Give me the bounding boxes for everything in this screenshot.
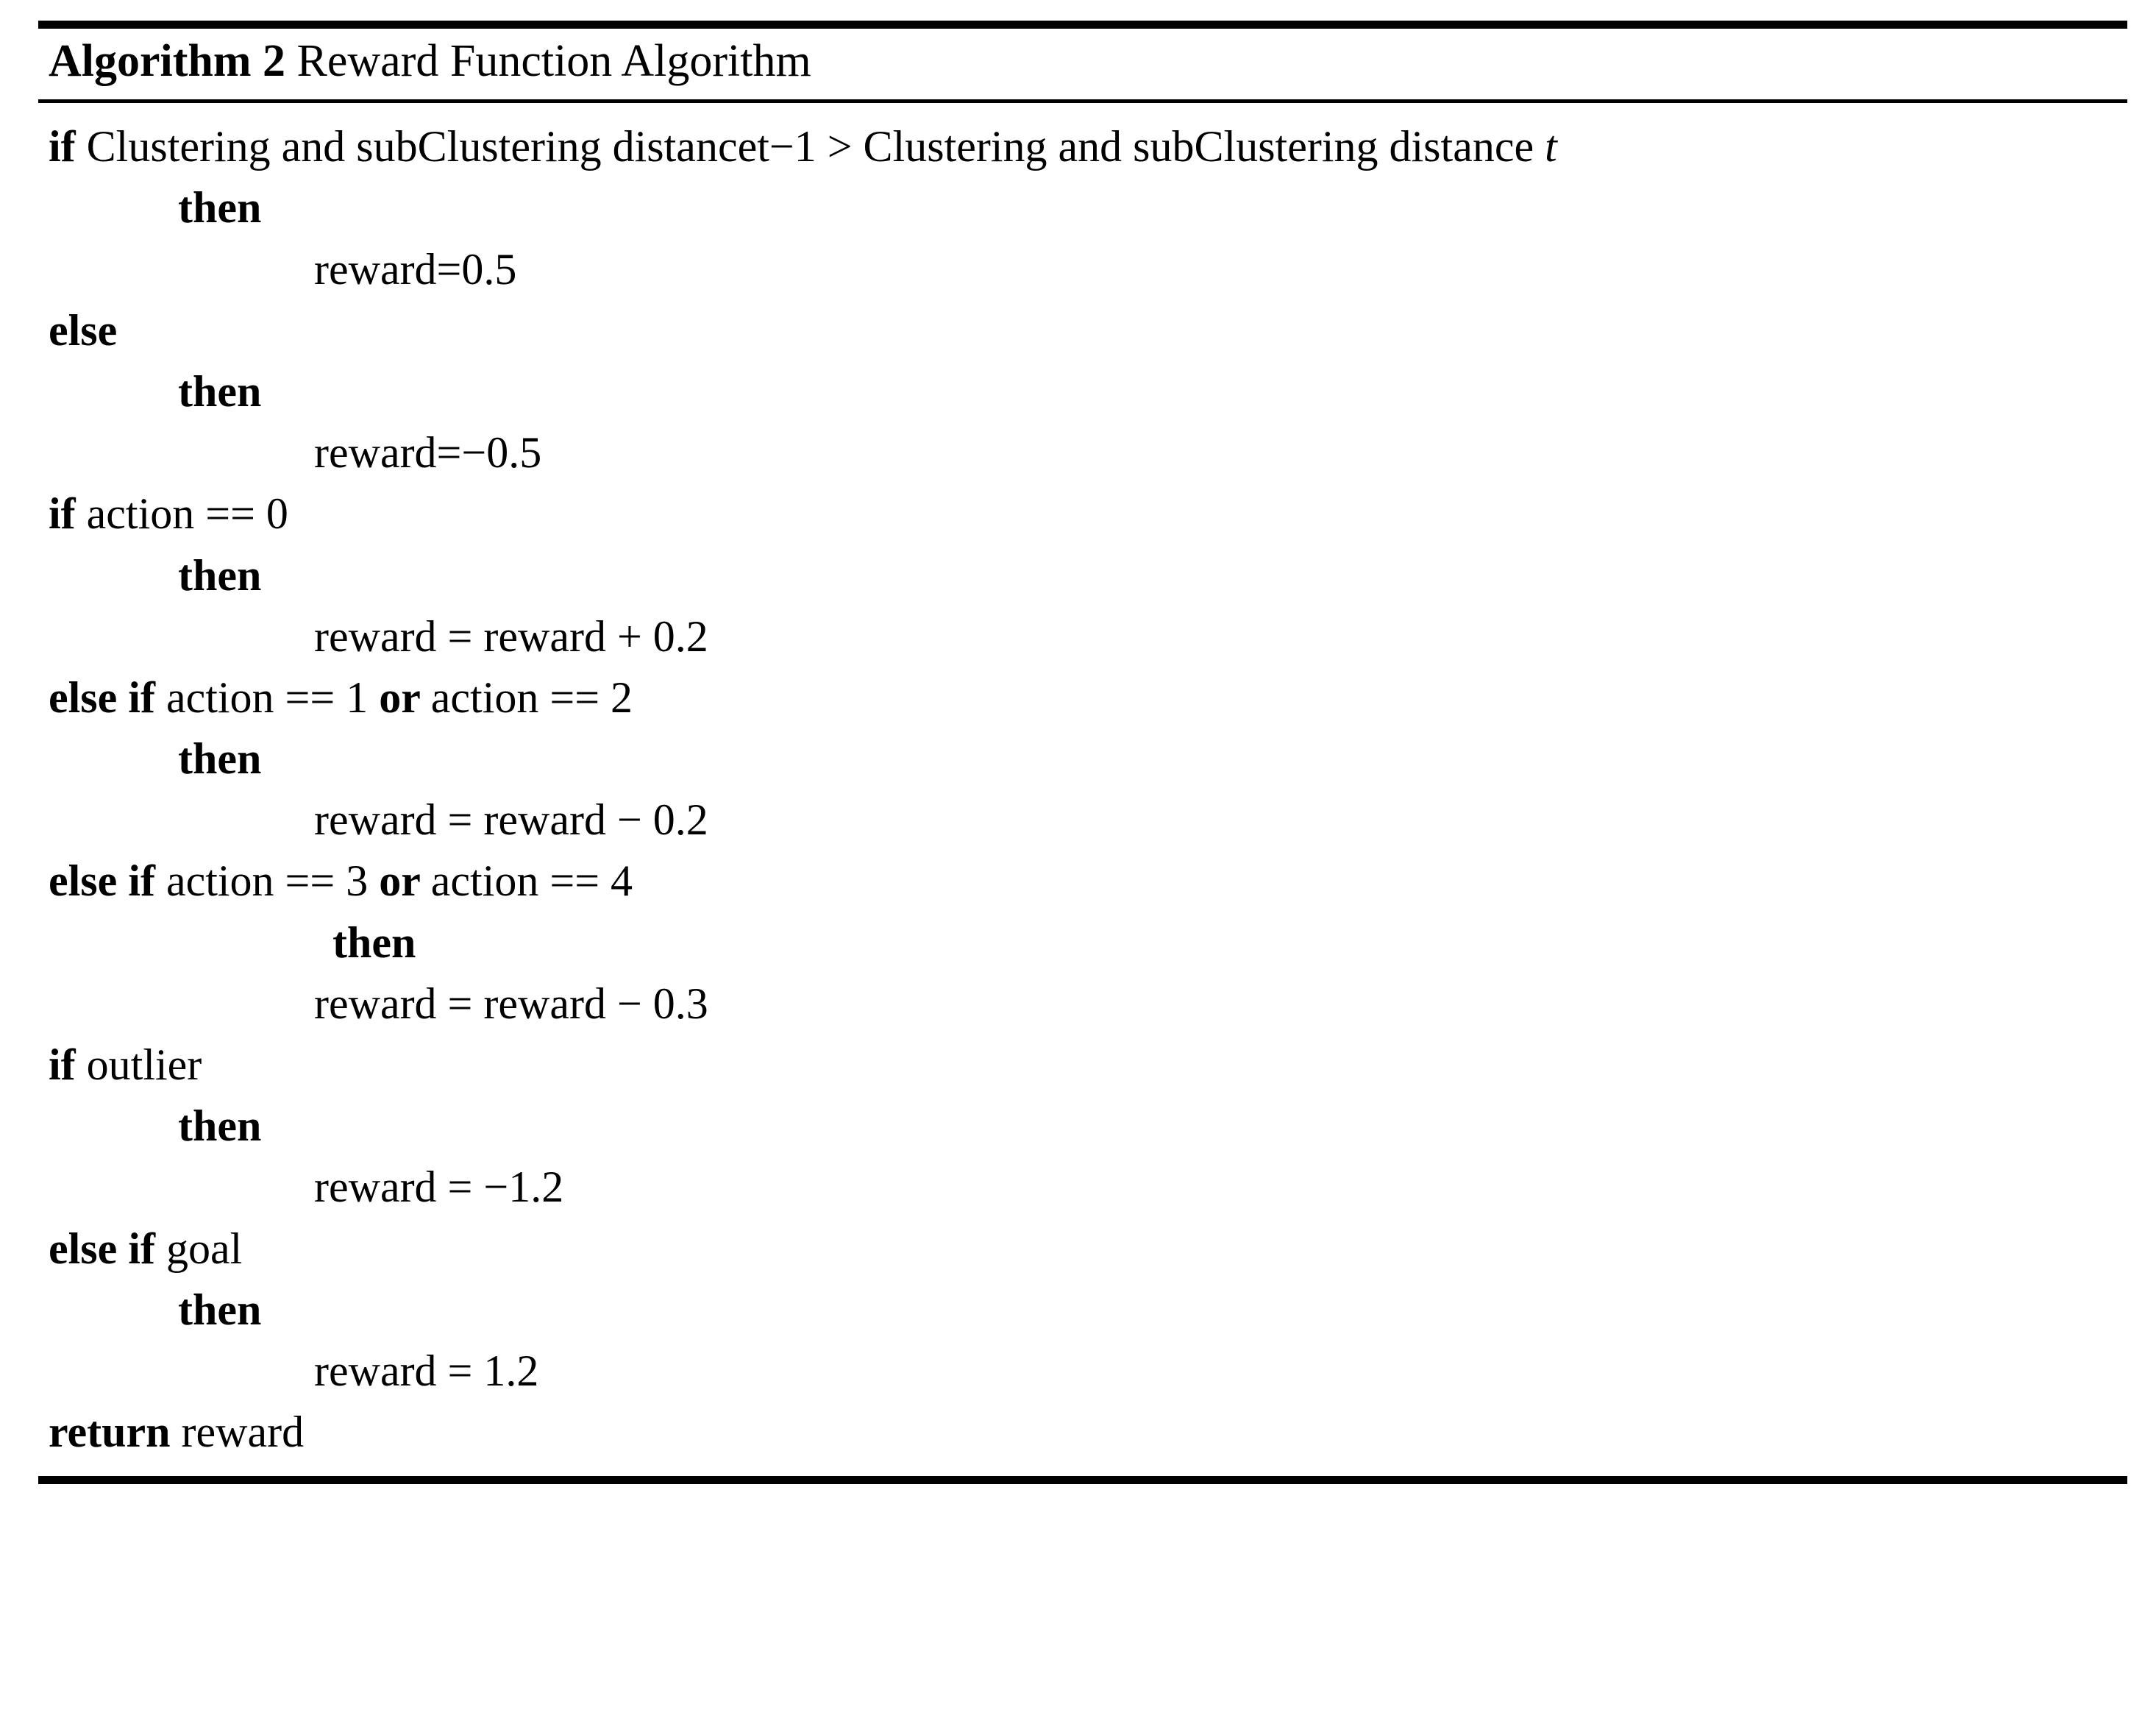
keyword-token: if bbox=[49, 1040, 87, 1089]
algorithm-line bbox=[38, 667, 2127, 728]
code-token: reward = reward − 0.3 bbox=[314, 979, 708, 1028]
code-token: reward=−0.5 bbox=[314, 428, 542, 478]
keyword-token: if bbox=[49, 489, 87, 539]
code-token: reward=0.5 bbox=[314, 244, 517, 294]
code-token: reward = reward − 0.2 bbox=[314, 795, 708, 845]
algorithm-line bbox=[38, 912, 2127, 973]
keyword-token: else if bbox=[49, 673, 166, 722]
code-token: reward = −1.2 bbox=[314, 1163, 564, 1212]
algorithm-line bbox=[38, 1157, 2127, 1218]
algorithm-title bbox=[38, 29, 2127, 96]
algorithm-line bbox=[38, 422, 2127, 483]
algorithm-number: Algorithm 2 bbox=[49, 36, 286, 86]
code-token: reward = 1.2 bbox=[314, 1346, 539, 1395]
code-token: action == 4 bbox=[430, 856, 633, 906]
code-token: action == 1 bbox=[166, 673, 380, 722]
code-token: outlier bbox=[86, 1040, 202, 1089]
algorithm-line bbox=[38, 790, 2127, 851]
top-rule bbox=[38, 21, 2127, 29]
algorithm-line bbox=[38, 1341, 2127, 1402]
algorithm-line bbox=[38, 606, 2127, 667]
code-token: action == 3 bbox=[166, 856, 380, 906]
keyword-token: return bbox=[49, 1408, 182, 1457]
keyword-token: then bbox=[178, 1285, 262, 1334]
code-token: reward bbox=[181, 1408, 305, 1457]
keyword-token: or bbox=[379, 673, 431, 722]
algorithm-line bbox=[38, 1218, 2127, 1280]
keyword-token: else if bbox=[49, 1224, 166, 1273]
algorithm-line bbox=[38, 728, 2127, 790]
algorithm-line bbox=[38, 239, 2127, 300]
keyword-token: or bbox=[379, 856, 431, 906]
algorithm-line bbox=[38, 1096, 2127, 1157]
keyword-token: then bbox=[178, 734, 262, 784]
algorithm-line bbox=[38, 545, 2127, 606]
code-token: reward = reward + 0.2 bbox=[314, 611, 708, 661]
keyword-token: if bbox=[49, 122, 87, 171]
algorithm-line bbox=[38, 851, 2127, 912]
algorithm-line bbox=[38, 300, 2127, 361]
algorithm-line bbox=[38, 1035, 2127, 1096]
algorithm-line bbox=[38, 1280, 2127, 1341]
bottom-rule bbox=[38, 1476, 2127, 1484]
keyword-token: then bbox=[178, 550, 262, 600]
keyword-token: else bbox=[49, 305, 118, 355]
code-token: goal bbox=[166, 1224, 243, 1273]
algorithm-line bbox=[38, 1402, 2127, 1463]
algorithm-line bbox=[38, 177, 2127, 238]
keyword-token: else if bbox=[49, 856, 166, 906]
code-token: action == 0 bbox=[86, 489, 288, 539]
keyword-token: then bbox=[178, 366, 262, 416]
algorithm-line bbox=[38, 116, 2127, 177]
code-token: action == 2 bbox=[430, 673, 633, 722]
code-token: Clustering and subClustering distancet−1 > Clustering and subClustering distance bbox=[86, 122, 1545, 171]
keyword-token: then bbox=[178, 1101, 262, 1151]
algorithm-line bbox=[38, 483, 2127, 544]
code-token: t bbox=[1545, 122, 1557, 171]
algorithm-body bbox=[38, 103, 2127, 1472]
algorithm-block bbox=[38, 21, 2127, 1484]
algorithm-line bbox=[38, 361, 2127, 422]
keyword-token: then bbox=[332, 918, 416, 967]
algorithm-line bbox=[38, 973, 2127, 1035]
algorithm-name: Reward Function Algorithm bbox=[296, 36, 811, 86]
keyword-token: then bbox=[178, 183, 262, 233]
